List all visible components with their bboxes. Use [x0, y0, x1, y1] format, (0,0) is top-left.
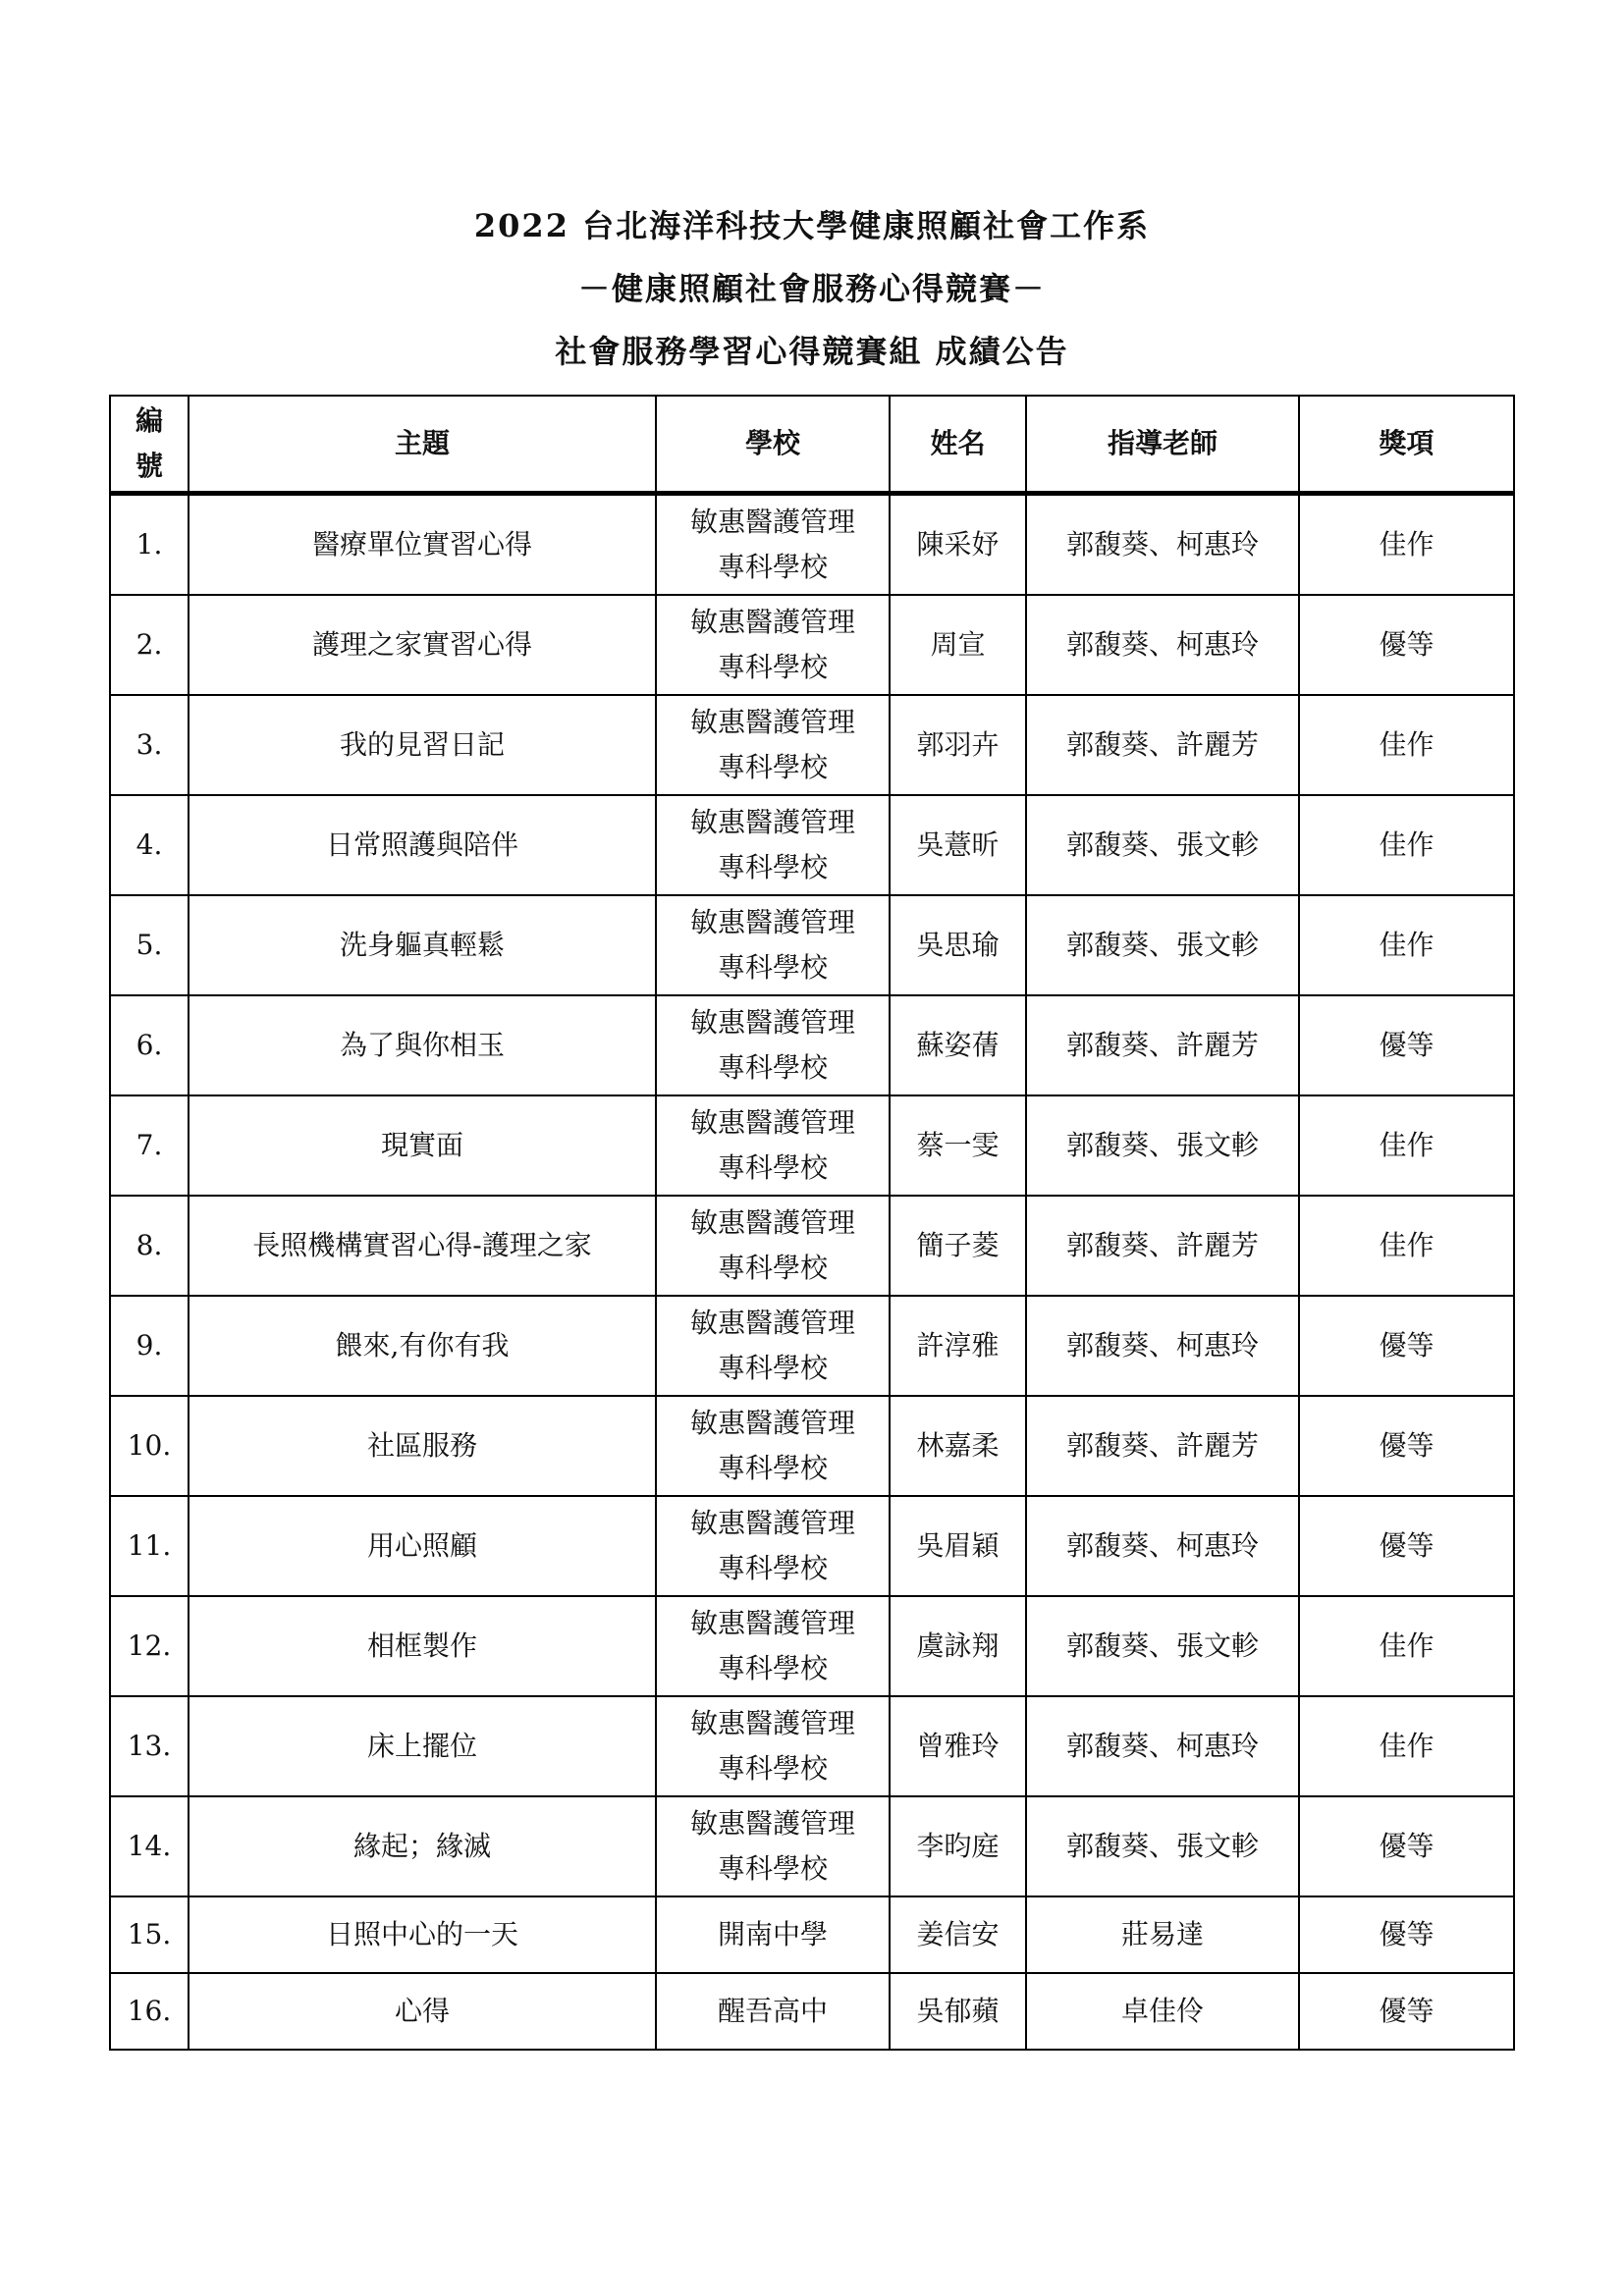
row-teacher: 郭馥葵、張文軫 — [1026, 895, 1299, 995]
table-row — [110, 895, 1514, 995]
row-award: 優等 — [1299, 1796, 1514, 1896]
row-number: 4. — [110, 795, 189, 895]
row-number: 10. — [110, 1396, 189, 1496]
table-row — [110, 1796, 1514, 1896]
row-school: 醒吾高中 — [656, 1973, 890, 2050]
row-school: 敏惠醫護管理 專科學校 — [656, 1296, 890, 1396]
row-number: 5. — [110, 895, 189, 995]
table-row — [110, 595, 1514, 695]
row-school: 敏惠醫護管理 專科學校 — [656, 1796, 890, 1896]
table-row — [110, 1696, 1514, 1796]
title-line-2: －健康照顧社會服務心得競賽－ — [577, 270, 1046, 307]
row-teacher: 郭馥葵、張文軫 — [1026, 1796, 1299, 1896]
row-topic: 護理之家實習心得 — [189, 595, 656, 695]
row-teacher: 郭馥葵、柯惠玲 — [1026, 595, 1299, 695]
table-row — [110, 1196, 1514, 1296]
row-award: 優等 — [1299, 995, 1514, 1095]
row-topic: 洗身軀真輕鬆 — [189, 895, 656, 995]
row-teacher: 郭馥葵、張文軫 — [1026, 795, 1299, 895]
row-student-name: 林嘉柔 — [890, 1396, 1026, 1496]
row-topic: 相框製作 — [189, 1596, 656, 1696]
table-row — [110, 1496, 1514, 1596]
row-school: 敏惠醫護管理 專科學校 — [656, 1196, 890, 1296]
row-topic: 日常照護與陪伴 — [189, 795, 656, 895]
row-number: 15. — [110, 1896, 189, 1973]
row-topic: 我的見習日記 — [189, 695, 656, 795]
table-row — [110, 1596, 1514, 1696]
row-teacher: 郭馥葵、許麗芳 — [1026, 995, 1299, 1095]
row-student-name: 郭羽卉 — [890, 695, 1026, 795]
row-award: 佳作 — [1299, 1696, 1514, 1796]
row-teacher: 郭馥葵、張文軫 — [1026, 1596, 1299, 1696]
row-student-name: 簡子菱 — [890, 1196, 1026, 1296]
row-award: 佳作 — [1299, 895, 1514, 995]
row-teacher: 郭馥葵、許麗芳 — [1026, 1196, 1299, 1296]
row-student-name: 吳思瑜 — [890, 895, 1026, 995]
table-row — [110, 995, 1514, 1095]
row-topic: 長照機構實習心得-護理之家 — [189, 1196, 656, 1296]
table-row — [110, 1896, 1514, 1973]
table-row — [110, 1396, 1514, 1496]
table-row — [110, 1095, 1514, 1196]
row-student-name: 李昀庭 — [890, 1796, 1026, 1896]
row-student-name: 許淳雅 — [890, 1296, 1026, 1396]
row-number: 3. — [110, 695, 189, 795]
header-number: 編 號 — [110, 396, 189, 494]
row-award: 佳作 — [1299, 1596, 1514, 1696]
row-number: 16. — [110, 1973, 189, 2050]
row-teacher: 郭馥葵、柯惠玲 — [1026, 1696, 1299, 1796]
row-award: 優等 — [1299, 1496, 1514, 1596]
row-award: 佳作 — [1299, 795, 1514, 895]
row-school: 敏惠醫護管理 專科學校 — [656, 1596, 890, 1696]
row-award: 優等 — [1299, 1896, 1514, 1973]
header-award: 獎項 — [1299, 396, 1514, 494]
row-topic: 床上擺位 — [189, 1696, 656, 1796]
row-student-name: 虞詠翔 — [890, 1596, 1026, 1696]
row-student-name: 吳郁蘋 — [890, 1973, 1026, 2050]
announcement-title — [0, 194, 1624, 383]
row-topic: 用心照顧 — [189, 1496, 656, 1596]
row-number: 14. — [110, 1796, 189, 1896]
table-header-row — [110, 396, 1514, 494]
row-student-name: 吳薏昕 — [890, 795, 1026, 895]
title-line-3: 社會服務學習心得競賽組 成績公告 — [555, 333, 1069, 370]
results-table — [109, 395, 1515, 2051]
row-topic: 為了與你相玉 — [189, 995, 656, 1095]
title-line-1: 2022 台北海洋科技大學健康照顧社會工作系 — [473, 207, 1151, 244]
row-school: 敏惠醫護管理 專科學校 — [656, 695, 890, 795]
row-award: 佳作 — [1299, 695, 1514, 795]
row-topic: 緣起；緣滅 — [189, 1796, 656, 1896]
row-award: 佳作 — [1299, 1095, 1514, 1196]
table-row — [110, 1296, 1514, 1396]
row-school: 敏惠醫護管理 專科學校 — [656, 1496, 890, 1596]
row-student-name: 姜信安 — [890, 1896, 1026, 1973]
row-school: 敏惠醫護管理 專科學校 — [656, 895, 890, 995]
row-number: 7. — [110, 1095, 189, 1196]
row-student-name: 蘇姿蒨 — [890, 995, 1026, 1095]
row-school: 敏惠醫護管理 專科學校 — [656, 595, 890, 695]
row-number: 8. — [110, 1196, 189, 1296]
row-number: 6. — [110, 995, 189, 1095]
row-award: 佳作 — [1299, 1196, 1514, 1296]
row-number: 2. — [110, 595, 189, 695]
row-teacher: 郭馥葵、柯惠玲 — [1026, 1296, 1299, 1396]
row-topic: 心得 — [189, 1973, 656, 2050]
header-teacher: 指導老師 — [1026, 396, 1299, 494]
row-award: 優等 — [1299, 1396, 1514, 1496]
table-row — [110, 795, 1514, 895]
table-row — [110, 1973, 1514, 2050]
row-number: 9. — [110, 1296, 189, 1396]
header-topic: 主題 — [189, 396, 656, 494]
row-teacher: 郭馥葵、張文軫 — [1026, 1095, 1299, 1196]
row-teacher: 郭馥葵、許麗芳 — [1026, 695, 1299, 795]
row-award: 佳作 — [1299, 494, 1514, 596]
header-school: 學校 — [656, 396, 890, 494]
row-teacher: 莊易達 — [1026, 1896, 1299, 1973]
header-name: 姓名 — [890, 396, 1026, 494]
row-school: 敏惠醫護管理 專科學校 — [656, 494, 890, 596]
table-row — [110, 695, 1514, 795]
row-number: 13. — [110, 1696, 189, 1796]
row-award: 優等 — [1299, 1296, 1514, 1396]
row-topic: 餵來,有你有我 — [189, 1296, 656, 1396]
row-topic: 日照中心的一天 — [189, 1896, 656, 1973]
row-student-name: 曾雅玲 — [890, 1696, 1026, 1796]
row-award: 優等 — [1299, 1973, 1514, 2050]
row-school: 開南中學 — [656, 1896, 890, 1973]
row-teacher: 郭馥葵、柯惠玲 — [1026, 1496, 1299, 1596]
row-number: 11. — [110, 1496, 189, 1596]
row-student-name: 陳采妤 — [890, 494, 1026, 596]
row-school: 敏惠醫護管理 專科學校 — [656, 1396, 890, 1496]
row-student-name: 吳眉穎 — [890, 1496, 1026, 1596]
row-school: 敏惠醫護管理 專科學校 — [656, 995, 890, 1095]
row-teacher: 郭馥葵、許麗芳 — [1026, 1396, 1299, 1496]
row-student-name: 周宣 — [890, 595, 1026, 695]
row-school: 敏惠醫護管理 專科學校 — [656, 1696, 890, 1796]
row-topic: 醫療單位實習心得 — [189, 494, 656, 596]
row-number: 12. — [110, 1596, 189, 1696]
row-number: 1. — [110, 494, 189, 596]
table-row — [110, 494, 1514, 596]
row-school: 敏惠醫護管理 專科學校 — [656, 1095, 890, 1196]
row-teacher: 卓佳伶 — [1026, 1973, 1299, 2050]
row-school: 敏惠醫護管理 專科學校 — [656, 795, 890, 895]
row-topic: 現實面 — [189, 1095, 656, 1196]
row-student-name: 蔡一雯 — [890, 1095, 1026, 1196]
row-teacher: 郭馥葵、柯惠玲 — [1026, 494, 1299, 596]
row-award: 優等 — [1299, 595, 1514, 695]
row-topic: 社區服務 — [189, 1396, 656, 1496]
